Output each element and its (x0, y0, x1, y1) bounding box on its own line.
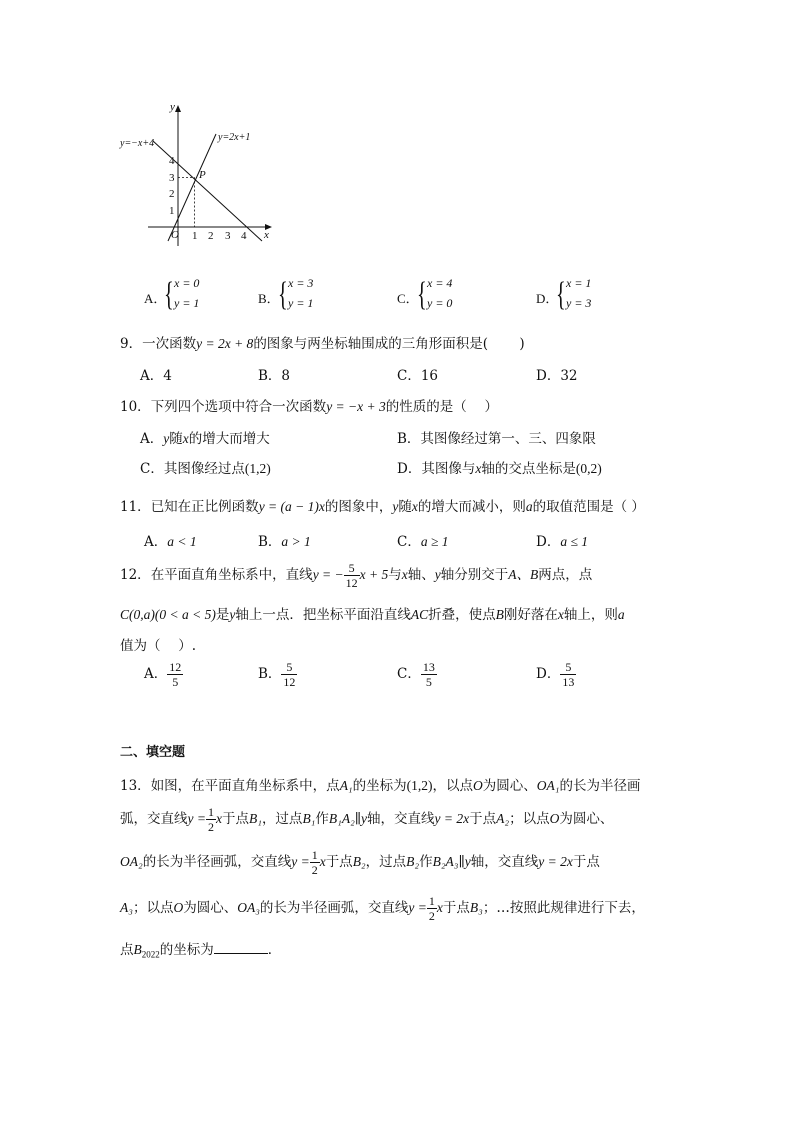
q12-stem-line3 (120, 634, 196, 654)
q12-text: 轴上一点．把坐标平面沿直线 (235, 607, 411, 623)
expr-y: y = (408, 900, 427, 915)
line-y-2x-plus-1 (168, 134, 216, 241)
q13-text: 的长为半径画弧，交直线 (142, 854, 292, 870)
q13-line4 (120, 892, 645, 924)
parallel-symbol: ∥ (458, 854, 465, 870)
option-label: D． (536, 291, 559, 306)
var-y: y (392, 499, 399, 514)
origin-label: O (171, 229, 179, 241)
q10-text-pre: 下列四个选项中符合一次函数 (150, 399, 327, 415)
var-x: x (411, 499, 418, 514)
x-tick-4: 4 (241, 230, 247, 242)
option-text: 的增大而增大 (188, 431, 270, 447)
q11-text: 的增大而减小，则 (417, 499, 526, 515)
q13-text: ；以点 (132, 900, 174, 916)
q13-text: 的长为半径画弧，交直线 (259, 900, 409, 916)
q8-option-a[interactable] (144, 276, 224, 316)
var-a: a (525, 499, 533, 514)
system-line-1: x = 1 (566, 276, 592, 290)
q13-text: 弧，交直线 (120, 811, 188, 827)
q12-option-c[interactable] (397, 660, 437, 689)
points-ab: A、B (508, 567, 539, 582)
x-tick-3: 3 (225, 230, 231, 242)
q13-text: ；…按照此规律进行下去， (482, 900, 645, 916)
q11-option-b[interactable] (258, 530, 311, 550)
q9-text-post: 的图象与两坐标轴围成的三角形面积是( ) (253, 336, 525, 352)
option-text: a < 1 (167, 534, 197, 549)
var-y: y (229, 607, 236, 622)
q13-text: 于点 (442, 900, 470, 916)
y-tick-3: 3 (169, 172, 175, 184)
line2-label: y=2x+1 (218, 132, 251, 143)
option-text: 其图像与 (421, 461, 476, 477)
question-number: 11． (120, 499, 151, 515)
q11-option-d[interactable] (536, 530, 588, 550)
q13-text: ，以点 (432, 778, 474, 794)
frac-den: 12 (283, 675, 296, 689)
var-y: y (464, 854, 471, 869)
q9-text-pre: 一次函数 (142, 336, 197, 352)
point-b3: B₃ (469, 900, 483, 915)
q11-text: 随 (398, 499, 412, 515)
var-x: x (215, 811, 222, 826)
q13-text: ，过点 (261, 811, 303, 827)
point-coord: (1,2) (406, 778, 433, 793)
q13-text: 轴，交直线 (470, 854, 539, 870)
q13-text: 轴，交直线 (367, 811, 435, 827)
expr-y: y = (291, 854, 310, 869)
q12-text: 值为（ ）. (120, 638, 197, 654)
q12-text: 轴上，则 (563, 607, 618, 623)
point-b2022: B (133, 942, 142, 957)
system-line-2: y = 3 (566, 296, 592, 310)
fraction (427, 894, 437, 923)
frac-den: 2 (207, 820, 214, 834)
question-number: 10． (120, 399, 151, 415)
frac-num: 12 (169, 660, 182, 674)
q12-text: 是 (215, 607, 230, 623)
segment-oa1: OA₁ (536, 778, 560, 793)
frac-den: 13 (562, 675, 575, 689)
var-x: x (401, 567, 408, 582)
frac-num: 1 (428, 894, 435, 908)
option-label: A． (144, 666, 168, 682)
option-label: C． (397, 291, 419, 306)
question-number: 9． (120, 336, 143, 352)
q13-text: 为圆心、 (482, 778, 537, 794)
q10-stem (120, 395, 498, 415)
point: (0,2) (575, 461, 602, 476)
point-o: O (549, 811, 560, 826)
var-x: x (436, 900, 443, 915)
frac-den: 2 (428, 909, 435, 923)
option-label: B． (397, 431, 421, 447)
q11-option-a[interactable] (144, 530, 197, 550)
brace-icon: { (556, 276, 566, 313)
frac-num: 13 (422, 660, 435, 674)
point-a3: A₃ (120, 900, 133, 915)
q9-option-a[interactable] (140, 364, 172, 384)
point-b: B (495, 607, 504, 622)
q9-stem (120, 332, 525, 352)
q9-option-d[interactable] (536, 364, 578, 384)
var-y: y (361, 811, 368, 826)
x-axis-label: x (264, 229, 269, 241)
q8-option-c[interactable] (397, 276, 477, 316)
point-a1: A₁ (339, 778, 353, 793)
option-text: 其图像经过第一、三、四象限 (420, 431, 596, 447)
option-text: a > 1 (281, 534, 311, 549)
option-label: B． (258, 291, 280, 306)
parallel-symbol: ∥ (354, 811, 362, 827)
q9-option-b[interactable] (258, 364, 290, 384)
q13-text: 作 (419, 854, 433, 870)
q13-text: 于点 (221, 811, 249, 827)
q10-text-post: 的性质的是（ ） (385, 399, 499, 415)
q13-line5 (120, 938, 281, 960)
q13-text: 于点 (325, 854, 353, 870)
frac-den: 5 (425, 675, 432, 689)
system-line-2: y = 1 (288, 296, 314, 310)
option-text: 32 (560, 368, 578, 384)
expr-y: y = (187, 811, 206, 826)
system-line-2: y = 1 (174, 296, 200, 310)
fraction (421, 660, 437, 689)
option-label: C． (397, 368, 421, 384)
q13-line1 (120, 774, 640, 794)
q13-line2 (120, 803, 613, 835)
system-line-1: x = 0 (174, 276, 200, 290)
option-label: D． (397, 461, 422, 477)
segment-oa3: OA₃ (237, 900, 260, 915)
option-label: C． (140, 461, 164, 477)
fraction (344, 561, 360, 590)
fraction (560, 660, 576, 689)
frac-den: 2 (311, 863, 318, 877)
q10-option-c[interactable] (140, 457, 271, 477)
option-label: B． (258, 368, 282, 384)
q8-option-b[interactable] (258, 276, 338, 316)
point-a2: A₂ (496, 811, 510, 826)
y-axis-arrow (175, 105, 181, 112)
q12-option-d[interactable] (536, 660, 576, 689)
q10-option-d[interactable] (397, 457, 602, 477)
q10-option-b[interactable] (397, 427, 596, 447)
point-o: O (473, 778, 483, 793)
frac-num: 1 (311, 848, 318, 862)
option-text: 16 (420, 368, 439, 384)
question-number: 13． (120, 778, 151, 794)
frac-num: 5 (344, 561, 360, 576)
var-x: x (182, 431, 189, 446)
expr-line: y = 2x (434, 811, 470, 826)
segment-b2a3: B₂A₃ (432, 854, 459, 869)
q13-text: 的长为半径画 (559, 778, 641, 794)
q13-text: 如图，在平面直角坐标系中，点 (150, 778, 340, 794)
option-text: 8 (281, 368, 291, 384)
q13-text: ，过点 (365, 854, 407, 870)
q12-expr-lhs: y = − (312, 567, 344, 582)
option-text: a ≥ 1 (420, 534, 449, 549)
q13-text: ． (267, 942, 282, 958)
option-label: A． (144, 534, 168, 550)
option-label: D． (536, 368, 561, 384)
q12-text: 轴分别交于 (440, 567, 509, 583)
q9-expression: y = 2x + 8 (196, 336, 254, 351)
q8-option-d[interactable] (536, 276, 616, 316)
q12-option-b[interactable] (258, 660, 297, 689)
y-tick-1: 1 (169, 205, 175, 217)
x-tick-2: 2 (208, 230, 214, 242)
var-a: a (617, 607, 625, 622)
q12-stem-line2 (120, 603, 625, 623)
var-x: x (319, 854, 326, 869)
q11-text: 的图象中， (324, 499, 393, 515)
system-line-1: x = 3 (288, 276, 314, 290)
option-label: C． (397, 666, 421, 682)
x-tick-1: 1 (192, 230, 198, 242)
option-label: C． (397, 534, 421, 550)
q12-text: 轴、 (407, 567, 435, 583)
q12-text: 刚好落在 (503, 607, 558, 623)
q13-text: 的坐标为 (352, 778, 407, 794)
fraction (206, 805, 216, 834)
var-x: x (475, 461, 482, 476)
q13-text: 为圆心、 (559, 811, 614, 827)
q12-text: 在平面直角坐标系中，直线 (150, 567, 313, 583)
line-ac: AC (410, 607, 429, 622)
var-x: x (557, 607, 564, 622)
q12-text: 折叠，使点 (428, 607, 496, 623)
var-y: y (163, 431, 170, 446)
q12-expr-rhs: x + 5 (359, 567, 389, 582)
y-tick-2: 2 (169, 188, 175, 200)
option-label: B． (258, 666, 282, 682)
option-label: A． (140, 431, 164, 447)
option-label: D． (536, 534, 561, 550)
option-label: A． (144, 291, 167, 306)
q13-text: 为圆心、 (183, 900, 238, 916)
point-b1: B₁ (302, 811, 316, 826)
frac-num: 1 (207, 805, 214, 819)
q13-text: 的坐标为 (159, 942, 214, 958)
fraction (281, 660, 297, 689)
option-label: A． (140, 368, 164, 384)
q11-text: 的取值范围是（ ） (532, 499, 645, 515)
q11-stem (120, 495, 645, 515)
y-axis-label: y (170, 101, 175, 113)
frac-num: 5 (281, 660, 297, 675)
line1-label: y=−x+4 (120, 138, 155, 149)
option-label: D． (536, 666, 561, 682)
point-b2: B₂ (352, 854, 366, 869)
option-label: B． (258, 534, 282, 550)
answer-blank[interactable] (214, 941, 268, 954)
q11-text: 已知在正比例函数 (150, 499, 259, 515)
q11-expression: y = (a − 1)x (258, 499, 325, 514)
segment-oa2: OA₂ (120, 854, 143, 869)
frac-den: 5 (172, 675, 179, 689)
option-text: 其图像经过点 (163, 461, 245, 477)
system-line-2: y = 0 (427, 296, 453, 310)
section-title: 二、填空题 (120, 745, 186, 760)
q8-graph (112, 96, 282, 256)
var-y: y (434, 567, 441, 582)
point-c: C(0,a)(0 < a < 5) (120, 607, 216, 622)
q12-text: 两点，点 (538, 567, 593, 583)
q12-option-a[interactable] (144, 660, 183, 689)
q11-option-c[interactable] (397, 530, 449, 550)
frac-den: 12 (345, 576, 358, 590)
question-number: 12． (120, 567, 151, 583)
q13-text: 点 (120, 942, 134, 958)
brace-icon: { (417, 276, 427, 313)
point-p-label: P (199, 169, 206, 181)
subscript: 2022 (141, 949, 160, 960)
q9-option-c[interactable] (397, 364, 438, 384)
y-tick-4: 4 (169, 155, 175, 167)
option-text: 4 (163, 368, 172, 384)
segment-b1a2: B₁A₂ (328, 811, 355, 826)
brace-icon: { (164, 276, 174, 313)
point-o: O (173, 900, 184, 915)
point-b2: B₂ (406, 854, 420, 869)
q12-text: 与 (388, 567, 402, 583)
point-b1: B₁ (248, 811, 262, 826)
point: (1,2) (244, 461, 271, 476)
fraction (167, 660, 183, 689)
fraction (310, 848, 320, 877)
system-line-1: x = 4 (427, 276, 453, 290)
q10-option-a[interactable] (140, 427, 270, 447)
q13-text: 作 (315, 811, 329, 827)
expr-line: y = 2x (538, 854, 573, 869)
option-text: 随 (169, 431, 183, 447)
q10-expression: y = −x + 3 (326, 399, 386, 414)
option-text: 轴的交点坐标是 (481, 461, 576, 477)
brace-icon: { (278, 276, 288, 313)
q12-stem-line1 (120, 560, 592, 590)
q13-text: ；以点 (509, 811, 550, 827)
q13-text: 于点 (469, 811, 497, 827)
q13-text: 于点 (572, 854, 600, 870)
option-text: a ≤ 1 (560, 534, 588, 549)
frac-num: 5 (560, 660, 576, 675)
q13-line3 (120, 846, 600, 878)
